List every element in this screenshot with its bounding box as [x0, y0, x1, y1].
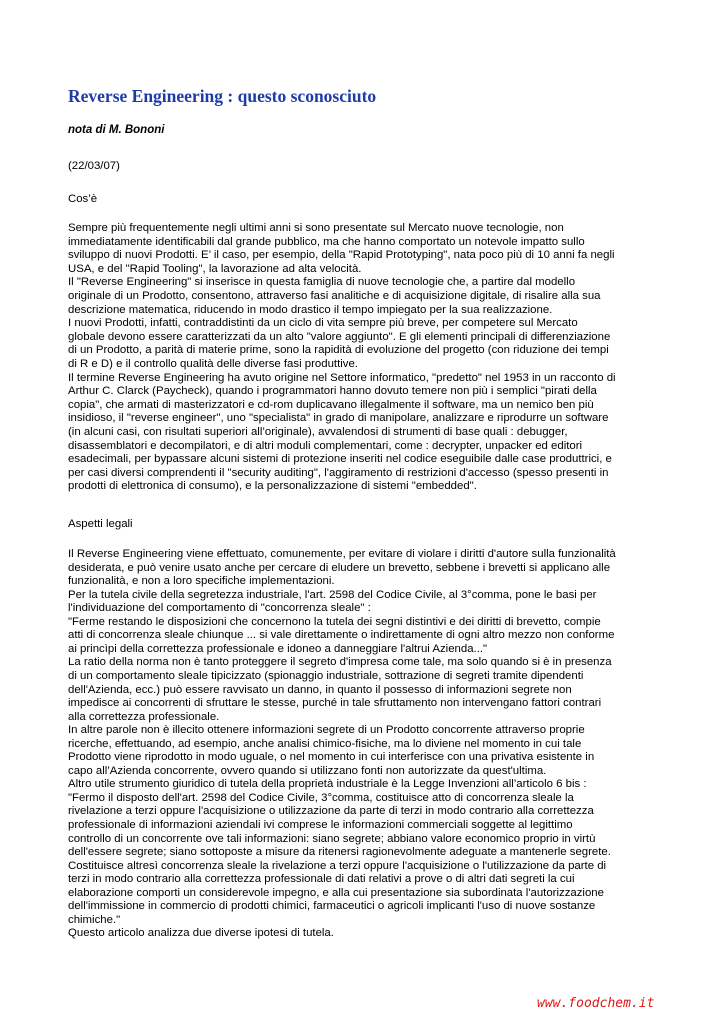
text-line: terzi in modo contrario alla correttezza professionale di dati relativi a prove o di altri dati segreti la cui	[68, 873, 575, 886]
footer-website: www.foodchem.it	[537, 996, 655, 1011]
text-line: immediatamente identificabili dal grande pubblico, ma che hanno comportato un notevole impatto sullo	[68, 235, 585, 248]
text-line: prodotti di elettronica di consumo), e la personalizzazione di sistemi "embedded".	[68, 480, 477, 493]
text-line: Per la tutela civile della segretezza industriale, l'art. 2598 del Codice Civile, al 3°comma, pone le basi per	[68, 588, 597, 601]
document-date: (22/03/07)	[68, 160, 120, 172]
text-line: per casi diversi comprendenti il "security auditing", l'aggiramento di restrizioni d'accesso (spesso presenti in	[68, 466, 609, 479]
text-line: professionale di informazioni aziendali ivi comprese le informazioni commerciali soggette al legittimo	[68, 819, 573, 831]
text-line: capo all’Azienda concorrente, ovvero quando si utilizzano fonti non autorizzate da quest'ultima.	[68, 764, 547, 777]
text-line: elaborazione comporti un considerevole impegno, e alla cui presentazione sia subordinata l'autorizzazione	[68, 886, 604, 899]
text-line: I nuovi Prodotti, infatti, contraddistinti da un ciclo di vita sempre più breve, per competere sul Mercato	[68, 317, 578, 330]
text-line: di un comportamento sleale tipicizzato (spionaggio industriale, sottrazione di segreti tramite dipendenti	[68, 669, 584, 682]
text-line: atti di concorrenza sleale chiunque ... si vale direttamente o indirettamente di ogni altro mezzo non conforme	[68, 629, 615, 642]
text-line: originale di un Prodotto, consentono, attraverso fasi analitiche e di acquisizione digitale, di risalire alla sua	[68, 290, 601, 302]
text-line: impedisce ai concorrenti di sfruttare le stesse, purché in tale sfruttamento non intervengano fattori contrari	[68, 697, 602, 710]
document-title: Reverse Engineering : questo sconosciuto	[68, 86, 377, 106]
text-line: copia", che armati di masterizzatori e cd-rom duplicavano illegalmente il software, ma un nemico ben più	[68, 398, 594, 411]
text-line: disassemblatori e decompilatori, e di altri moduli complementari, come : decrypter, unpacker ed editori	[68, 439, 583, 452]
text-line: rivelazione a terzi oppure l'acquisizione o utilizzazione da parte di terzi in modo contrario alla correttezza	[68, 805, 594, 818]
text-line: USA, e del "Rapid Tooling", la lavorazione ad alta velocità.	[68, 262, 362, 275]
text-line: "Fermo il disposto dell'art. 2598 del Codice Civile, 3°comma, costituisce atto di concorrenza sleale la	[68, 791, 574, 804]
text-line: dell'immissione in commercio di prodotti chimici, farmaceutici o agricoli implicanti l'uso di nuove sostanze	[68, 900, 596, 913]
text-line: Arthur C. Clarck (Paycheck), quando i programmatori hanno dovuto temere non più i semplici "pirati della	[68, 385, 597, 398]
text-line: "Ferme restando le disposizioni che concernono la tutela dei segni distintivi e dei diritti di brevetto, compie	[68, 615, 601, 628]
text-line: sviluppo di nuovi Prodotti. E’ il caso, per esempio, della "Rapid Prototyping", nata poco più di 10 anni fa negli	[68, 249, 615, 262]
text-line: Il termine Reverse Engineering ha avuto origine nel Settore informatico, "predetto" nel 1953 in un racconto di	[68, 371, 616, 384]
text-line: dell'essere segrete; siano sottoposte a misure da ritenersi ragionevolmente adeguate a mantenerle segrete.	[68, 846, 611, 859]
section-heading-cose: Cos’è	[68, 193, 98, 205]
text-line: controllo di un concorrente ove tali informazioni: siano segrete; abbiano valore economico proprio in virtù	[68, 832, 596, 845]
text-line: alla correttezza professionale.	[68, 710, 220, 723]
text-line: Costituisce altresì concorrenza sleale la rivelazione a terzi oppure l'acquisizione o l'utilizzazione da parte di	[68, 859, 607, 872]
text-line: desiderata, e può venire usato anche per cercare di eludere un brevetto, sebbene i brevetti si applicano alle	[68, 561, 611, 574]
section-heading-aspetti-legali: Aspetti legali	[68, 518, 133, 530]
text-line: Il "Reverse Engineering" si inserisce in questa famiglia di nuove tecnologie che, a partire dal modello	[68, 276, 576, 289]
text-line: Prodotto viene riprodotto in modo uguale, o nel momento in cui interferisce con una privativa esistente in	[68, 751, 595, 764]
text-line: insidioso, il "reverse engineer", uno "specialista" in grado di manipolare, analizzare e riprodurre un software	[68, 412, 609, 425]
text-line: ai princìpi della correttezza professionale e idoneo a danneggiare l'altrui Azienda..."	[68, 642, 488, 655]
text-line: esadecimali, per bypassare alcuni sistemi di protezione inseriti nel codice eseguibile dalle case produttrici, e	[68, 453, 612, 466]
text-line: l'individuazione del comportamento di "concorrenza sleale" :	[68, 602, 371, 615]
text-line: globale devono essere caratterizzati da un alto "valore aggiunto". E gli elementi principali di differenziazione	[68, 330, 611, 343]
text-line: Questo articolo analizza due diverse ipotesi di tutela.	[68, 927, 334, 940]
text-line: descrizione matematica, riducendo in modo drastico il tempo impiegato per la sua realizzazione.	[68, 303, 553, 316]
text-line: ricerche, effettuando, ad esempio, anche analisi chimico-fisiche, ma lo diviene nel momento in cui tale	[68, 737, 582, 750]
text-line: funzionalità, e non a loro specifiche implementazioni.	[68, 575, 335, 588]
text-line: In altre parole non è illecito ottenere informazioni segrete di un Prodotto concorrente attraverso proprie	[68, 724, 585, 737]
text-line: di un Prodotto, a parità di materie prime, sono la rapidità di evoluzione del progetto (con riduzione dei tempi	[68, 344, 609, 357]
text-line: (in alcuni casi, con risultati superiori all’originale), avvalendosi di strumenti di base quali : debugger,	[68, 426, 568, 438]
text-line: Sempre più frequentemente negli ultimi anni si sono presentate sul Mercato nuove tecnologie, non	[68, 222, 564, 234]
text-line: di R e D) e il controllo qualità delle diverse fasi produttive.	[68, 358, 358, 370]
text-line: Altro utile strumento giuridico di tutela della proprietà industriale è la Legge Invenzioni all’articolo 6 bis :	[68, 778, 587, 791]
text-line: La ratio della norma non è tanto proteggere il segreto d'impresa come tale, ma solo quando si è in presenza	[68, 656, 612, 669]
text-line: chimiche."	[68, 913, 121, 926]
text-line: dell'Azienda, ecc.) può essere ravvisato un danno, in quanto il possesso di informazioni segrete non	[68, 683, 572, 696]
text-line: Il Reverse Engineering viene effettuato, comunemente, per evitare di violare i diritti d'autore sulla funzionalità	[68, 548, 616, 560]
author-note: nota di M. Bononi	[68, 124, 165, 136]
